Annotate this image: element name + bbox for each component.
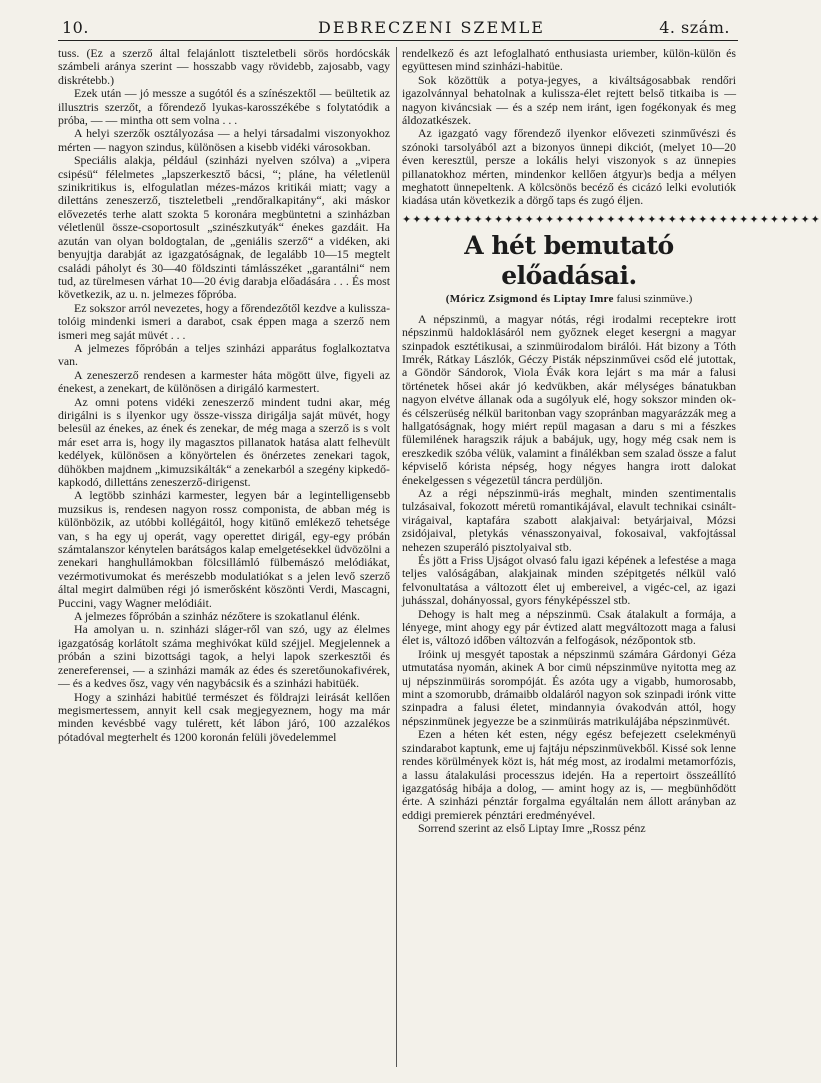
paragraph: Ha amolyan u. n. szinházi sláger-ről van szó, ugy az élelmes igazgatóság korlátolt száma meghivókat küld széjjel. Megjelennek a próbán a szini bizottsági tagok, a helyi lapok szerkesztői és zenereferensei, — a szinházi mamák az édes és szeretőunokafivérek, — és a kedves ősz, vagy vén nagybácsik és a szinházi habitüék. <box>58 622 390 691</box>
paragraph: Az igazgató vagy főrendező ilyenkor elővezeti szinművészi és szónoki tarsolyából azt a bizonyos ünnepi dikciót, (melyet 10—20 éven keresztül, persze a lokális helyi viszonyok s az ünnepies pillanatokhoz mérten, mindenkor kellően átgyur)s bedja a mélyen meghatott ünnepeltenk. A kölcsönös becéző és cicázó lelki evolutiók kiadása után következik a dörgő taps és zugó éljen. <box>402 126 736 208</box>
byline-rest: falusi szinmüve.) <box>616 293 693 306</box>
paragraph: Ezek után — jó messze a sugótól és a színészektől — beültetik az illusztris szerzőt, a főrendező lyukas-karosszékébe s folytatódik a próba, — — mintha ott sem volna . . . <box>58 86 390 128</box>
journal-title: DEBRECZENI SZEMLE <box>318 18 545 37</box>
left-column <box>58 47 390 744</box>
paragraph: A jelmezes főpróbán a szinház nézőtere is szokatlanul élénk. <box>74 609 360 624</box>
paragraph: A zeneszerző rendesen a karmester háta mögött ülve, figyeli az énekest, a zenekart, de különösen a dirigáló karmestert. <box>58 367 390 396</box>
paragraph: Iróink uj mesgyét tapostak a népszinmü számára Gárdonyi Géza utmutatása nyomán, akinek A bor cimü népszinmüve nyitotta meg az uj népszinmüirás sorompóját. És azóta ugy a vigabb, humorosabb, mint a szomorubb, drámaibb oldaláról nagyon sok szinpadi irónk vitte szinpadra a falusi életet, mindannyia óvakodván attól, hogy népszinmünek jegyezze be a szinmüirás matrikulájába népszinmüvét. <box>402 646 736 728</box>
paragraph: Hogy a szinházi habitüé természet és földrajzi leirását kellően megismertessem, annyit kell csak megjegyeznem, hogy ma már minden kevésbbé vagy tulérett, két lábon járó, 100 azzalékos pótadóval megterhelt és 1200 koronán felüli jövedelemmel <box>58 689 390 744</box>
article-title: A hét bemutató előadásai. <box>464 231 674 291</box>
paragraph: És jött a Friss Ujságot olvasó falu igazi képének a lefestése a maga teljes valóságában, alakjainak minden szépitgetés nélkül való felvonultatása a változott élet uj embereivel, a vigéc-cel, az igazi juhásszal, dohányossal, gyors fényképésszel stb. <box>402 553 736 608</box>
paragraph: Ezen a héten két esten, négy egész befejezett cselekményü szindarabot kaptunk, eme uj fajtáju népszinmüvekből. Kissé sok lenne rendes körülmények közt is, hát még most, az irodalmi metamorfózis, a lassu átalakulási processzus idején. Ha a repertoirt összeállító igazgatóság hibája a dolog, — amint hogy az is, — megbünhődött érte. A szinházi pénztár forgalma egyáltalán nem állott arányban az eddigi premierek pénztári eredményével. <box>402 727 736 822</box>
paragraph: A helyi szerzők osztályozása — a helyi társadalmi viszonyokhoz mérten — nagyon szindus, különösen a kisebb vidéki városokban. <box>58 126 390 154</box>
paragraph: Ez sokszor arról nevezetes, hogy a főrendezőtől kezdve a kulissza-tolóig mindenki ismeri a darabot, csak éppen maga a szerző nem ismeri meg saját müvét . . . <box>58 300 390 342</box>
paragraph: tuss. (Ez a szerző által felajánlott tiszteletbeli sörös hordócskák számbeli aránya szerint — hosszabb vagy rövidebb, zajosabb, vagy diskrétebb.) <box>58 46 390 87</box>
right-column <box>402 46 821 836</box>
paragraph: Speciális alakja, például (szinházi nyelven szólva) a „vipera csipésü“ félelmetes „lapszerkesztő bácsi, “; pláne, ha véletlenül szinikritikus is, elfogulatlan mézes-mázos kritikái miatt; vagy a dilettáns zeneszerző, tiszteletbeli „rendőralkapitány“, aki máskor elővezetés terhe alatt szokta 5 koronára megbüntetni a szinházban véletlenül össze-csoportosult „szinészkutyák“ énekes gazdáit. Ha azután van olyan boldogtalan, de „geniális szerző“ a vidéken, aki benyujtja darabját az igazgatóságnak, de legalább 10—15 megtelt családi páholyt és 30—40 földszinti támlásszéket „garantálni“ nem tud, az türelmesen várhat 10—20 évig darabja előadására . . . És most következik, az u. n. jelmezes főpróba. <box>58 153 390 302</box>
issue-number: 4. szám. <box>659 18 730 37</box>
ornamental-divider: ✦✦✦✦✦✦✦✦✦✦✦✦✦✦✦✦✦✦✦✦✦✦✦✦✦✦✦✦✦✦✦✦✦✦✦✦✦✦✦✦✦ <box>402 213 821 226</box>
paragraph: Sok közöttük a potya-jegyes, a kiváltságosabbak rendőri igazolvánnyal behatolnak a kulissza-élet rejtett belső titkaiba is — nagyon kiváncsiak — és a szép nem iránt, igen fogékonyak és meg áldozatkészek. <box>402 72 736 128</box>
article-byline <box>402 293 736 306</box>
running-header <box>58 14 738 41</box>
paragraph: Az omni potens vidéki zeneszerző mindent tudni akar, még dirigálni is s ilyenkor ugy össze-vissza dirigálja saját müvét, hogy belesül az énekes, az ének és zenekar, de még maga a szerző is s volt már eset arra is, hogy ily magasztos pillanatok hatása alatt felhevült kedélyek, különösen a könyörtelen és önérzetes zenekari tagok, dühökben majdnem „kimuzsikálták“ a zenekarból a szegény kipkedő-kapkodó, dillettáns zeneszerző-dirigenst. <box>58 394 390 489</box>
paragraph: Az a régi népszinmü-irás meghalt, minden szentimentalis tulzásaival, fokozott méretü romantikájával, elavult technikai csinált-virágaival, kaptafára szabott alakjaival: betyárjaival, Mózsi zsidójaival, pletykás vénasszonyaival, fokosaival, vakfojtással nehezen szuperáló pisztolyaival stb. <box>402 485 736 554</box>
page-number: 10. <box>62 18 89 37</box>
paragraph: A jelmezes főpróbán a teljes szinházi apparátus foglalkoztatva van. <box>58 340 390 369</box>
paragraph: Sorrend szerint az első Liptay Imre „Rossz pénz <box>418 821 646 836</box>
column-divider <box>396 47 397 1067</box>
paragraph: Dehogy is halt meg a népszinmü. Csak átalakult a formája, a lényege, mint ahogy egy pár évtized alatt megváltozott maga a falusi élet is, változó időben változván a felfogások, nézőpontok stb. <box>402 606 736 648</box>
paragraph: A népszinmü, a magyar nótás, régi irodalmi receptekre irott népszinmü haldoklásáról nem győznek eleget kesergni a magyar szinpadok esztétikusai, a szinmüirodalom birálói. Hát bizony a Tóth Imrék, Rátkay Lászlók, Géczy Pisták népszinművei csőd elé jutottak, a Göndör Sándorok, Viola Évák kora lejárt s ma már a falusi történetek hősei akár jó kedvükben, akár mélységes bánatukban nagyon elvétve állanak oda a sugólyuk elé, hogy sokszor minden ok- és célszerüség nélkül baritonban vagy szopránban magyarázzák meg a hallgatóságnak, hogy miért repül magasan a daru s mi a fészkes fülemilének haragszik rájuk a babájuk, ugy, hogy még csak nem is ereszkedik szóba vélük, valamint a finálékban sem szalad össze a falut képviselő kórista népség, hogy négyes hangra irott dalokat énekelgessen s végezetül táncra perdüljön. <box>402 311 736 487</box>
paragraph: rendelkező és azt lefoglalható enthusiasta uriember, külön-külön és együttesen mind szinházi-habitüe. <box>402 46 736 74</box>
byline-authors: (Móricz Zsigmond és Liptay Imre <box>445 293 614 306</box>
paragraph: A legtöbb szinházi karmester, legyen bár a legintelligensebb muzsikus is, rendesen nagyon rossz componista, de abban még is különbözik, az utóbbi kollégáitól, hogy kitünő emlékező tehetsége van, s ha egy uj operát, vagy operettet dirigál, egy-egy próbán számtalanszor kénytelen barátságos kalap emelgetésekkel üdvözölni a zenekari hanghullámokban fölcsillámló fülbemászó melódiákat, vezérmotivumokat és merészebb modulatiókat s a jelen levő szerző által megirt dalmüben régi jó ismerősként köszönti Verdi, Mascagni, Puccini, vagy Wagner melódiáit. <box>58 488 390 610</box>
